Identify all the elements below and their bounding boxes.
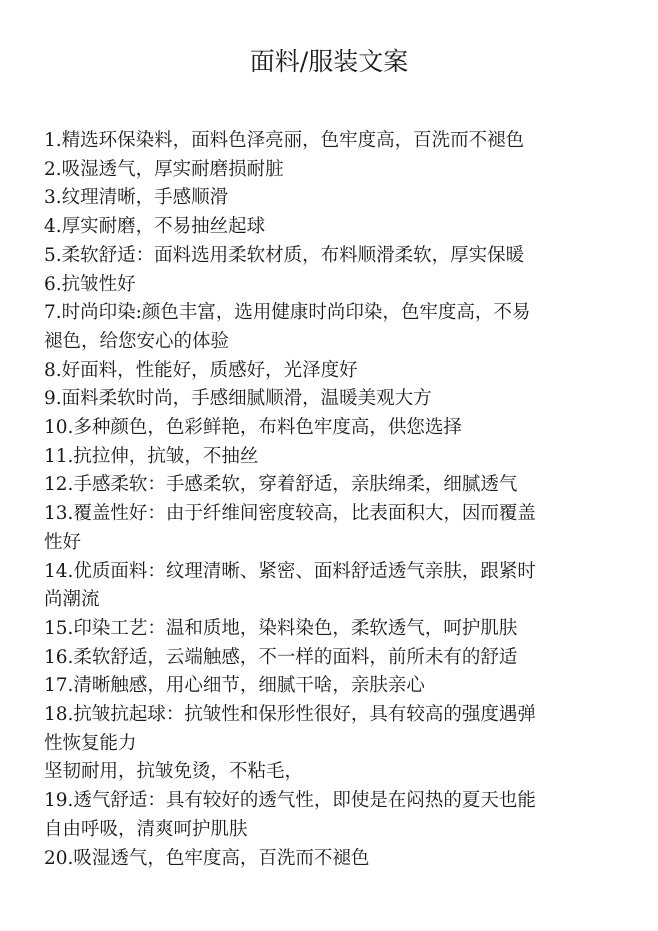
list-item: 19.透气舒适：具有较好的透气性，即使是在闷热的夏天也能 <box>44 790 536 812</box>
copy-list <box>44 127 616 873</box>
list-item-continuation: 自由呼吸，清爽呵护肌肤 <box>44 818 248 840</box>
list-item: 8.好面料，性能好，质感好，光泽度好 <box>44 359 358 381</box>
list-item: 6.抗皱性好 <box>44 273 136 295</box>
list-item-continuation: 性好 <box>44 531 82 553</box>
list-item: 18.抗皱抗起球：抗皱性和保形性很好，具有较高的强度遇弹 <box>44 704 536 726</box>
list-item-continuation: 褪色，给您安心的体验 <box>44 330 230 352</box>
list-item: 4.厚实耐磨，不易抽丝起球 <box>44 216 266 238</box>
list-item: 17.清晰触感，用心细节，细腻干啥，亲肤亲心 <box>44 675 425 697</box>
list-item: 15.印染工艺：温和质地，染料染色，柔软透气，呵护肌肤 <box>44 617 518 639</box>
list-item: 16.柔软舒适，云端触感，不一样的面料，前所未有的舒适 <box>44 646 518 668</box>
list-item: 11.抗拉伸，抗皱，不抽丝 <box>44 445 259 467</box>
list-item-continuation: 坚韧耐用，抗皱免烫，不粘毛， <box>44 761 304 783</box>
list-item: 14.优质面料：纹理清晰、紧密、面料舒适透气亲肤，跟紧时 <box>44 560 536 582</box>
page-title: 面料/服装文案 <box>249 47 409 76</box>
list-item: 9.面料柔软时尚，手感细腻顺滑，温暖美观大方 <box>44 388 432 410</box>
list-item-continuation: 尚潮流 <box>44 589 100 611</box>
list-item: 10.多种颜色，色彩鲜艳，布料色牢度高，供您选择 <box>44 417 462 439</box>
list-item: 13.覆盖性好：由于纤维间密度较高，比表面积大，因而覆盖 <box>44 503 536 525</box>
list-item: 12.手感柔软：手感柔软，穿着舒适，亲肤绵柔，细腻透气 <box>44 474 518 496</box>
list-item: 7.时尚印染:颜色丰富，选用健康时尚印染，色牢度高，不易 <box>44 302 531 324</box>
list-item: 20.吸湿透气，色牢度高，百洗而不褪色 <box>44 847 370 869</box>
list-item: 5.柔软舒适：面料选用柔软材质，布料顺滑柔软，厚实保暖 <box>44 244 525 266</box>
list-item: 2.吸湿透气，厚实耐磨损耐脏 <box>44 158 284 180</box>
list-item: 1.精选环保染料，面料色泽亮丽，色牢度高，百洗而不褪色 <box>44 130 525 151</box>
list-item: 3.纹理清晰，手感顺滑 <box>44 187 229 209</box>
list-item-continuation: 性恢复能力 <box>44 732 137 754</box>
